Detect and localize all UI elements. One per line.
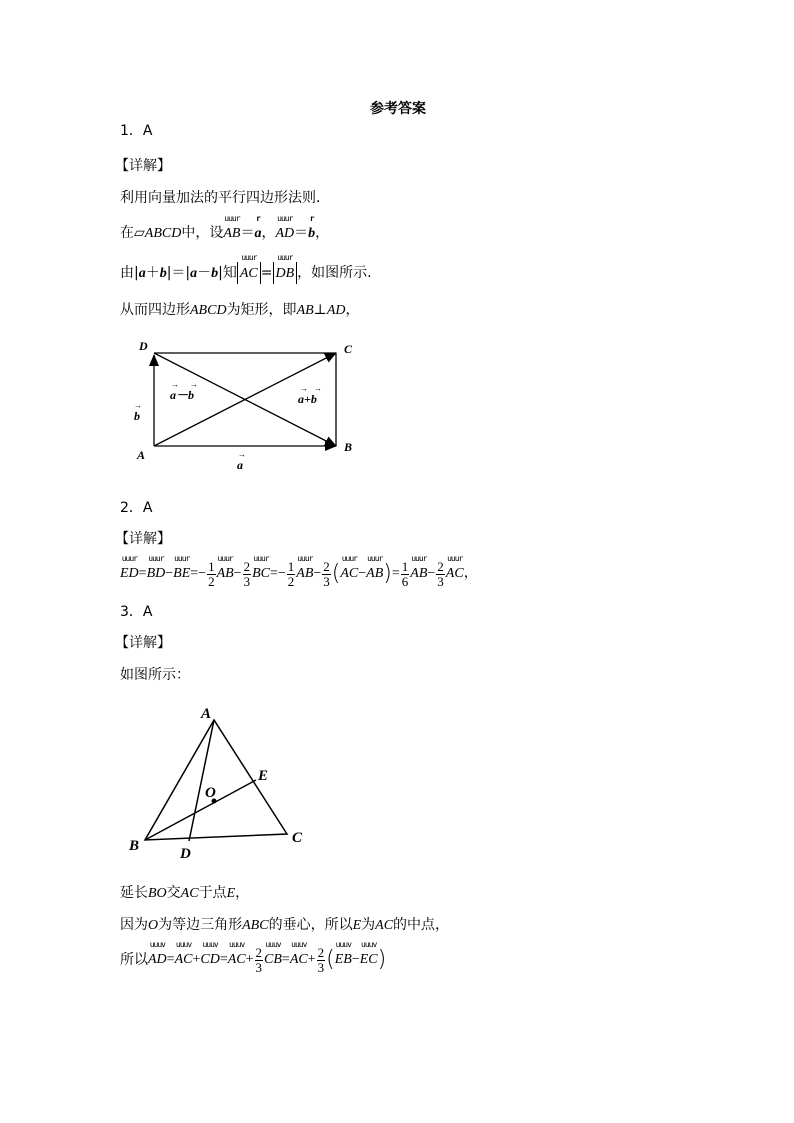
vector-ab	[216, 554, 234, 584]
answer-2-equation	[120, 556, 478, 592]
math-bo: BO	[148, 886, 167, 901]
page-title: 参考答案	[370, 101, 426, 117]
text-segment: 由|	[120, 265, 139, 281]
fraction	[255, 946, 264, 975]
equals-sign: =	[281, 952, 290, 967]
plus-sign: +	[307, 952, 316, 967]
vector-b	[308, 214, 316, 244]
arrow-mark: →	[300, 384, 308, 393]
answer-1-line-2	[120, 214, 330, 244]
text-segment: 延长	[120, 885, 148, 901]
minus-sign: −	[165, 566, 174, 581]
text-segment: 所以	[120, 952, 148, 968]
text-segment: 于点	[198, 885, 227, 901]
answer-1-line-4	[120, 300, 360, 321]
fraction	[401, 560, 410, 589]
text-segment: |＝|	[166, 265, 191, 281]
vector-mark: r	[309, 214, 314, 223]
vector-ab	[366, 554, 384, 584]
vertex-label-a: A	[201, 706, 212, 722]
vector-label: AD	[275, 226, 295, 241]
answer-1-detail-heading: 【详解】	[115, 158, 171, 174]
text-segment: 为等边三角形	[158, 917, 243, 933]
fraction-denominator: 2	[287, 573, 295, 589]
equals-minus: =−	[269, 566, 286, 581]
vertex-label-b: B	[344, 440, 353, 454]
rectangle-figure	[128, 335, 368, 475]
fraction-denominator: 3	[317, 959, 325, 975]
fraction-denominator: 3	[243, 573, 251, 589]
vector-label: AB	[216, 566, 234, 581]
vertex-label-b: B	[129, 838, 140, 854]
text-segment: ＝	[240, 225, 255, 241]
vector-mark: uuuv	[361, 940, 377, 949]
vector-mark: uuur	[253, 554, 269, 563]
vertex-label-d: D	[139, 339, 148, 353]
answer-3-equation	[120, 942, 386, 978]
vector-mark: uuuv	[291, 940, 307, 949]
text-segment: ，如图所示.	[297, 265, 372, 281]
label-b: b	[134, 409, 140, 423]
fraction	[436, 560, 445, 589]
vector-label: AC	[289, 952, 308, 967]
text-segment: ，	[463, 566, 478, 581]
vector-mark: uuur	[121, 554, 137, 563]
fraction-denominator: 3	[437, 573, 444, 589]
vector-mark: uuuv	[335, 940, 351, 949]
fraction	[207, 560, 216, 589]
math-e: E	[226, 886, 236, 901]
vector-bc	[252, 554, 270, 584]
answer-3-line-2	[120, 883, 249, 904]
vector-label: DB	[275, 266, 295, 281]
answer-2-detail-heading: 【详解】	[115, 531, 171, 547]
minus-sign: −	[351, 952, 360, 967]
vector-mark: uuur	[174, 554, 190, 563]
text-segment: 的中点，	[393, 917, 450, 933]
right-paren: )	[377, 947, 387, 972]
label-a: a	[237, 458, 243, 472]
fraction-numerator: 1	[287, 558, 295, 574]
equals-minus: =−	[190, 566, 207, 581]
vector-mark: r	[256, 214, 260, 223]
answer-1-number: 1．A	[120, 123, 153, 139]
vector-label: AB	[296, 566, 314, 581]
text-segment: －	[197, 265, 212, 281]
vector-mark: uuur	[148, 554, 164, 563]
vector-ac	[174, 940, 193, 970]
vector-label: AB	[410, 566, 428, 581]
vector-ab	[223, 214, 241, 244]
vector-mark: uuuv	[175, 940, 192, 949]
minus-sign: −	[358, 566, 367, 581]
vertex-label-c: C	[344, 342, 353, 356]
vector-mark: uuur	[277, 214, 293, 223]
text-segment: 的垂心，所以	[268, 917, 353, 933]
fraction	[322, 560, 331, 589]
arrow-mark: →	[134, 401, 142, 410]
vector-mark: uuur	[297, 554, 313, 563]
math-ac: AC	[180, 886, 199, 901]
plus-sign: +	[192, 952, 201, 967]
text-segment: ，	[315, 225, 330, 241]
vector-ac	[239, 253, 258, 285]
vector-label: AC	[445, 566, 464, 581]
fraction-numerator: 1	[401, 558, 409, 574]
fraction-numerator: 2	[243, 558, 251, 574]
fraction	[287, 560, 296, 589]
minus-sign: −	[313, 566, 322, 581]
fraction	[243, 560, 252, 589]
vector-label: BC	[252, 566, 270, 581]
answer-3-line-3	[120, 915, 449, 936]
fraction-numerator: 2	[255, 944, 263, 960]
text-segment: 为矩形，即	[226, 302, 297, 318]
point-label-o: O	[205, 785, 216, 801]
vector-label: b	[308, 226, 316, 241]
text-segment: ，	[235, 885, 250, 901]
vector-mark: uuur	[241, 253, 257, 262]
fraction-denominator: 6	[401, 573, 409, 589]
minus-sign: −	[427, 566, 436, 581]
vector-label: BE	[173, 566, 191, 581]
vector-ad	[275, 214, 295, 244]
fraction-numerator: 2	[323, 558, 330, 574]
vector-ad	[148, 940, 167, 970]
vector-cb	[264, 940, 282, 970]
vector-ec	[359, 940, 378, 970]
text-segment: 因为	[120, 917, 148, 933]
vector-ac	[289, 940, 308, 970]
text-segment: 为	[361, 917, 376, 933]
vector-label: CB	[264, 952, 282, 967]
minus-sign: −	[233, 566, 242, 581]
math-e: E	[352, 918, 362, 933]
vector-bd	[146, 554, 166, 584]
vector-ac	[445, 554, 464, 584]
vertex-label-a: A	[137, 448, 146, 462]
vector-eb	[334, 940, 352, 970]
arrow-mark: →	[190, 380, 198, 389]
point-label-d: D	[180, 846, 191, 862]
vector-label: AB	[223, 226, 241, 241]
vector-label: AD	[148, 952, 167, 967]
point-label-e: E	[258, 768, 269, 784]
vector-ab	[296, 554, 314, 584]
answer-3-detail-heading: 【详解】	[115, 635, 171, 651]
vector-cd	[200, 940, 220, 970]
vector-mark: uuur	[224, 214, 240, 223]
math-abcd: ABCD	[190, 303, 227, 318]
answer-1-line-3	[120, 253, 372, 284]
fraction-denominator: 3	[255, 959, 263, 975]
vector-b: b	[159, 266, 167, 281]
plus-sign: +	[245, 952, 254, 967]
vector-ac	[340, 554, 359, 584]
fraction-denominator: 3	[323, 573, 330, 589]
arrow-mark: →	[314, 384, 322, 393]
vector-label: AB	[366, 566, 384, 581]
vector-label: CD	[200, 952, 220, 967]
fraction-numerator: 2	[317, 944, 325, 960]
vector-mark: uuur	[341, 554, 357, 563]
abs-db	[273, 253, 298, 284]
arrow-mark: →	[171, 380, 179, 389]
vector-ac	[227, 940, 246, 970]
equals-sign: =	[219, 952, 228, 967]
vector-mark: uuuv	[229, 940, 245, 949]
left-paren: (	[331, 561, 341, 586]
text-segment: 交	[166, 885, 181, 901]
left-paren: (	[326, 947, 335, 972]
equals-sign: =	[391, 566, 400, 581]
answer-1-line-1: 利用向量加法的平行四边形法则．	[120, 190, 330, 206]
text-segment: |知	[218, 265, 237, 281]
vector-label: a	[254, 226, 262, 241]
vector-label: EB	[334, 952, 352, 967]
text-segment: 中，设	[181, 225, 224, 241]
vector-label: AC	[340, 566, 359, 581]
equals-sign: =	[138, 566, 147, 581]
vector-label: AC	[239, 266, 258, 281]
fraction	[317, 946, 326, 975]
equals-sign: =	[166, 952, 175, 967]
math-o: O	[148, 918, 159, 933]
arrow-mark: →	[238, 450, 246, 459]
vector-label: BD	[146, 566, 166, 581]
vector-label: AC	[174, 952, 193, 967]
vector-mark: uuuv	[202, 940, 218, 949]
text-segment: ＋	[145, 265, 160, 281]
vector-label: EC	[359, 952, 378, 967]
text-segment: =	[260, 265, 273, 281]
vertex-label-c: C	[292, 830, 303, 846]
answer-3-line-1: 如图所示：	[120, 667, 190, 683]
label-a-minus-b: a－b	[170, 388, 195, 402]
vector-a: a	[138, 266, 146, 281]
text-segment: ＝	[294, 225, 309, 241]
triangle-figure	[122, 700, 322, 865]
segment-ad	[189, 720, 214, 841]
vector-be	[173, 554, 191, 584]
vector-mark: uuur	[447, 554, 463, 563]
fraction-numerator: 1	[208, 558, 215, 574]
vector-mark: uuur	[411, 554, 427, 563]
fraction-numerator: 2	[437, 558, 444, 574]
math-ac: AC	[375, 918, 394, 933]
vector-b: b	[211, 266, 219, 281]
vector-mark: uuuv	[265, 940, 281, 949]
text-segment: 在▱	[120, 225, 145, 241]
vector-label: ED	[120, 566, 139, 581]
vector-a: a	[190, 266, 198, 281]
vector-mark: uuur	[217, 554, 233, 563]
math-abcd: ABCD	[144, 226, 182, 241]
math-perpendicular: AB⊥AD	[296, 303, 346, 318]
text-segment: ，	[261, 225, 276, 241]
answer-2-number: 2．A	[120, 500, 153, 516]
vector-db	[275, 253, 295, 285]
vector-mark: uuuv	[149, 940, 165, 949]
right-paren: )	[383, 561, 392, 586]
vector-label: AC	[227, 952, 246, 967]
text-segment: ，	[345, 302, 360, 318]
vector-mark: uuur	[277, 253, 293, 262]
vector-ed	[120, 554, 139, 584]
fraction-denominator: 2	[208, 573, 215, 589]
vector-a	[254, 214, 262, 244]
vector-mark: uuur	[367, 554, 383, 563]
label-a-plus-b: a+b	[298, 392, 317, 406]
answer-3-number: 3．A	[120, 604, 153, 620]
vector-ab	[410, 554, 428, 584]
text-segment: 从而四边形	[120, 302, 190, 318]
math-abc: ABC	[242, 918, 269, 933]
abs-ac	[237, 253, 261, 284]
